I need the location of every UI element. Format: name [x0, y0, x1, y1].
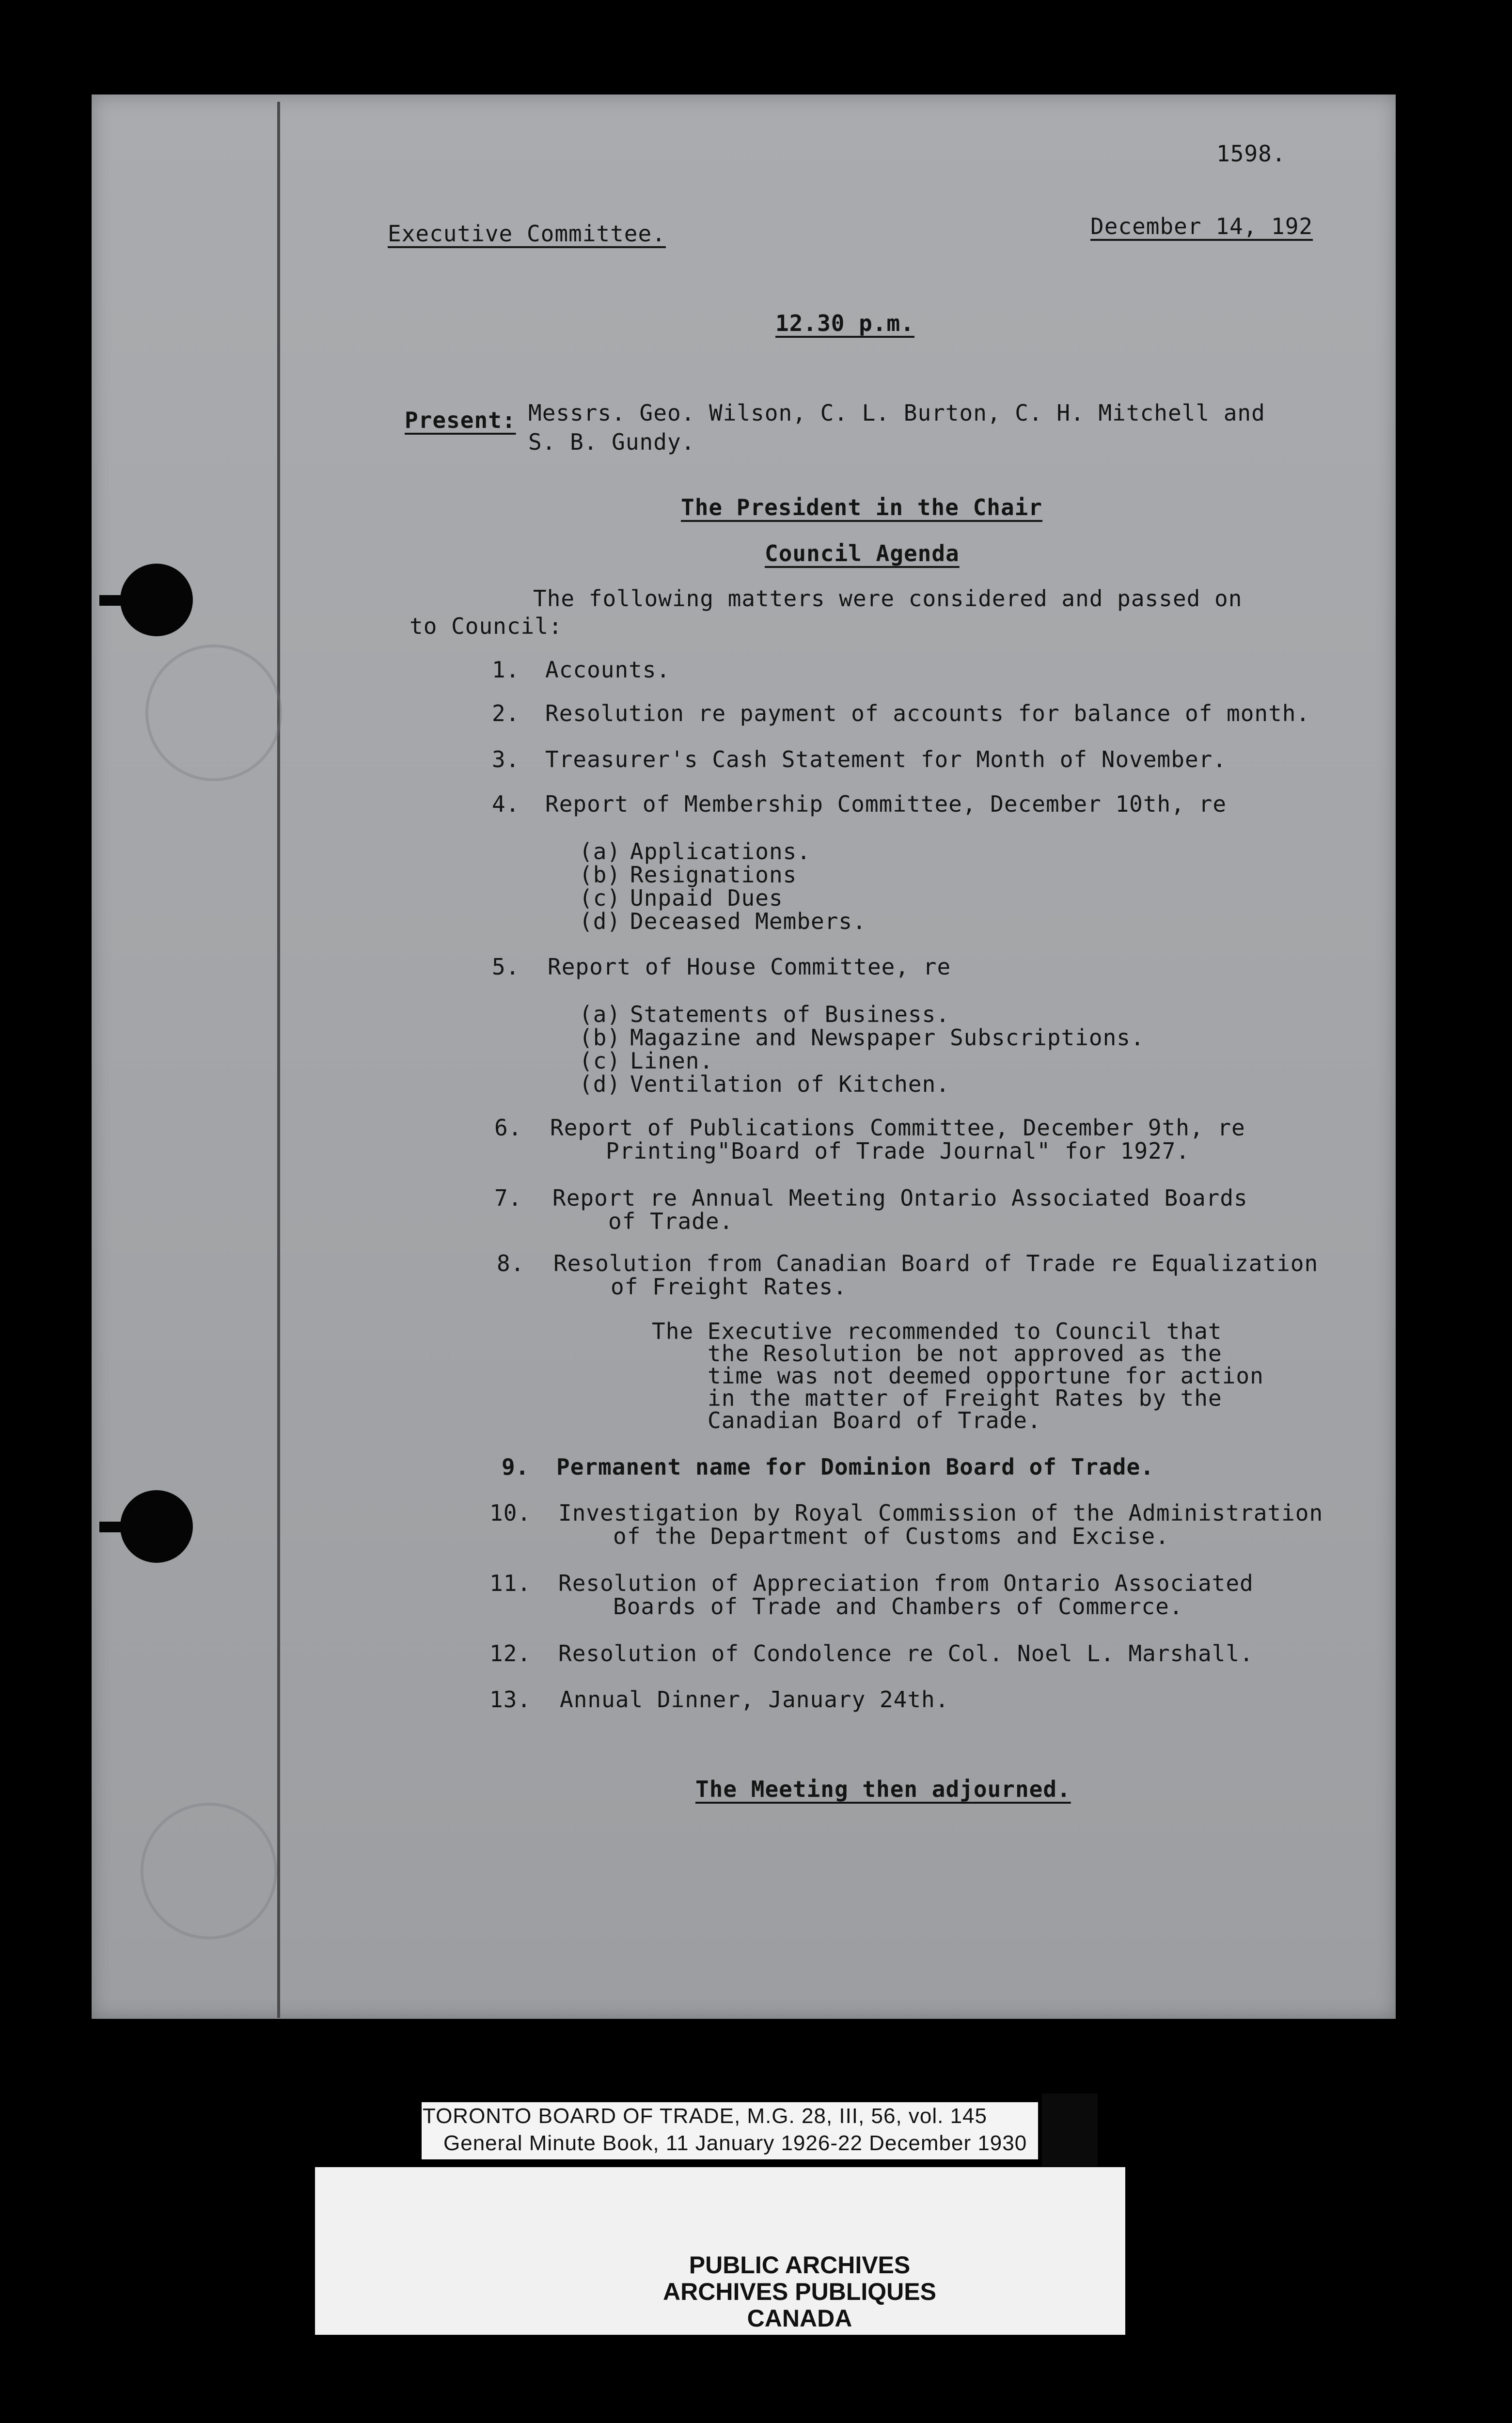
- binder-hole-top: [120, 564, 193, 636]
- committee-heading: Executive Committee.: [388, 220, 666, 247]
- item-text: Annual Dinner, January 24th.: [560, 1686, 949, 1713]
- subitem-letter: (d): [579, 1071, 621, 1097]
- item-number: 5.: [492, 954, 520, 980]
- item-number: 4.: [492, 791, 520, 817]
- item-text: Accounts.: [545, 657, 671, 683]
- embossed-seal: [141, 1803, 277, 1939]
- item-text: Resolution of Appreciation from Ontario Associated: [558, 1570, 1254, 1596]
- intro-line2: to Council:: [410, 613, 563, 639]
- closing-line: The Meeting then adjourned.: [695, 1776, 1071, 1802]
- label-tab: [1042, 2093, 1098, 2166]
- subitem-text: Deceased Members.: [630, 908, 866, 934]
- subitem-text: Statements of Business.: [630, 1001, 950, 1027]
- item-text: Investigation by Royal Commission of the Administration: [558, 1500, 1323, 1526]
- subitem-text: Applications.: [630, 838, 811, 865]
- document-page: [92, 94, 1396, 2019]
- item-number: 7.: [494, 1185, 522, 1211]
- subitem-letter: (c): [579, 1048, 621, 1074]
- subitem-text: Resignations: [630, 862, 797, 888]
- item-text: Report re Annual Meeting Ontario Associated Boards: [552, 1185, 1248, 1211]
- subitem-letter: (a): [579, 838, 621, 865]
- recommendation-line: Canadian Board of Trade.: [708, 1407, 1041, 1433]
- meeting-date: December 14, 192: [1090, 213, 1313, 239]
- binder-hole-bottom: [120, 1490, 193, 1563]
- item-text-continued: of the Department of Customs and Excise.: [613, 1523, 1169, 1549]
- margin-rule: [277, 102, 280, 2018]
- subitem-letter: (c): [579, 885, 621, 911]
- recommendation-line: time was not deemed opportune for action: [708, 1363, 1264, 1389]
- item-text-continued: of Trade.: [608, 1208, 734, 1234]
- item-number: 10.: [489, 1500, 532, 1526]
- archive-reference-line2: General Minute Book, 11 January 1926-22 December 1930: [443, 2131, 1027, 2155]
- subitem-letter: (b): [579, 862, 621, 888]
- item-text: Resolution re payment of accounts for balance of month.: [545, 700, 1310, 726]
- item-text-continued: Printing"Board of Trade Journal" for 1927.: [606, 1138, 1190, 1164]
- archive-stamp-line2: ARCHIVES PUBLIQUES: [663, 2278, 936, 2305]
- item-text-continued: Boards of Trade and Chambers of Commerce.: [613, 1593, 1183, 1620]
- item-text: Report of House Committee, re: [548, 954, 951, 980]
- item-number: 8.: [497, 1250, 525, 1276]
- embossed-seal: [145, 645, 282, 781]
- item-number: 1.: [492, 657, 520, 683]
- item-text: Resolution of Condolence re Col. Noel L. Marshall.: [558, 1640, 1254, 1667]
- subitem-text: Linen.: [630, 1048, 714, 1074]
- recommendation-line: in the matter of Freight Rates by the: [708, 1385, 1222, 1411]
- item-text-continued: of Freight Rates.: [611, 1274, 847, 1300]
- recommendation-line: the Resolution be not approved as the: [708, 1340, 1222, 1367]
- present-names-line1: Messrs. Geo. Wilson, C. L. Burton, C. H. Mitchell and: [528, 400, 1265, 426]
- subitem-text: Magazine and Newspaper Subscriptions.: [630, 1024, 1145, 1051]
- agenda-heading: Council Agenda: [765, 540, 960, 566]
- subitem-letter: (d): [579, 908, 621, 934]
- subitem-letter: (a): [579, 1001, 621, 1027]
- item-text: Treasurer's Cash Statement for Month of November.: [545, 746, 1227, 772]
- present-label: Present:: [405, 407, 516, 433]
- present-names-line2: S. B. Gundy.: [528, 429, 695, 455]
- item-number: 11.: [489, 1570, 532, 1596]
- item-text: Report of Publications Committee, December 9th, re: [550, 1115, 1245, 1141]
- item-number: 6.: [494, 1115, 522, 1141]
- recommendation-line: The Executive recommended to Council that: [652, 1318, 1222, 1344]
- subitem-letter: (b): [579, 1024, 621, 1051]
- archive-reference-line1: TORONTO BOARD OF TRADE, M.G. 28, III, 56, vol. 145: [423, 2104, 987, 2128]
- item-text: Permanent name for Dominion Board of Trade.: [556, 1454, 1154, 1480]
- item-number: 2.: [492, 700, 520, 726]
- meeting-time: 12.30 p.m.: [775, 310, 914, 336]
- page-number: 1598.: [1216, 141, 1286, 167]
- intro-line1: The following matters were considered and passed on: [533, 585, 1243, 612]
- archive-stamp-line1: PUBLIC ARCHIVES: [689, 2251, 911, 2279]
- chair-heading: The President in the Chair: [681, 494, 1043, 520]
- item-number: 9.: [502, 1454, 530, 1480]
- archive-stamp-line3: CANADA: [747, 2305, 852, 2332]
- item-number: 3.: [492, 746, 520, 772]
- item-text: Report of Membership Committee, December 10th, re: [545, 791, 1227, 817]
- item-number: 12.: [489, 1640, 532, 1667]
- subitem-text: Ventilation of Kitchen.: [630, 1071, 950, 1097]
- subitem-text: Unpaid Dues: [630, 885, 783, 911]
- item-text: Resolution from Canadian Board of Trade re Equalization: [553, 1250, 1319, 1276]
- item-number: 13.: [489, 1686, 532, 1713]
